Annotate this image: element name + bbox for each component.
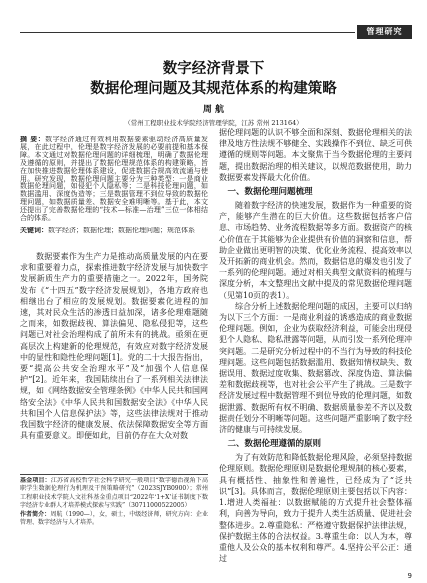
title-line-2: 数据伦理问题及其规范体系的构建策略 xyxy=(90,81,337,97)
author-affiliation: （常州工程职业技术学院经济管理学院，江苏 常州 213164） xyxy=(124,119,303,127)
body-paragraph: 随着数字经济的快速发展，数据作为一种重要的资产，能够产生潜在的巨大价值。这些数据包括客户信息、市场趋势、业务流程数据等多方面。数据资产的核心价值在于其能够为企业提供有价值的洞察和信息，帮助企业做出更明智的决策、优化业务流程、提高效率以及开拓新的商业机会。然而，数据信息的爆发也引发了一系列的伦理问题。通过对相关典型文献资料的梳理与深度分析，本文整理出文献中提及的常见数据伦理问题（见第10页的表1）。 xyxy=(219,201,412,300)
title-line-1: 数字经济背景下 xyxy=(162,61,265,77)
body-paragraph: 数据要素作为生产力是推动高质量发展的内在要求和重要着力点，探索推进数字经济发展与加快数字发展新质生产力的重要措施之一。2022年，国务院发布《“十四五”数字经济发展规划》，各地方政府也相继出台了相应的发展规划。数据要素化进程的加速，其对民众生活的渗透日益加深，诸多伦理难题随之而来，如数据歧视、算法偏见、隐私侵犯等，这些问题已对社会治理构成了前所未有的挑战。亟须在更高层次上构建新的伦理规范，有效应对数字经济发展中的显性和隐性伦理问题[1]。党的二十大报告指出，要“提高公共安全治理水平”及“加强个人信息保护”[2]。近年来，我国陆续出台了一系列相关法律法规，如《网络数据安全管理条例》《中华人民共和国网络安全法》《中华人民共和国数据安全法》《中华人民共和国个人信息保护法》等，这些法律法规对于推动我国数字经济的健康发展、依法保障数据安全等方面具有重要意义。即便如此，目前仍存在大众对数 xyxy=(20,252,208,441)
body-left-column xyxy=(20,251,208,469)
author-bio-note xyxy=(20,511,208,528)
abstract-label: 摘 要： xyxy=(20,136,46,143)
funding-text: 江苏省高校哲学社会科学研究一般项目“数字德治视角下高职学生数据伦理行为机理及干预策略研究”（2023SJYB0900）；常州工程职业技术学院人文社科基金重点项目“2022年‘1+X’证书制度下数字经济专业群人才培养模式探索与实践”（30711000522005） xyxy=(20,477,208,510)
funding-label: 基金项目： xyxy=(20,477,51,484)
footnote-block xyxy=(20,477,208,543)
footnote-rule xyxy=(20,474,208,475)
abstract-text: 数字经济通过有效利用数据要素驱动经济高质量发展，在此过程中，伦理是数字经济发展的必要前提和基本保障。本文通过对数据伦理问题的详细梳理，明确了数据伦理及遵循的原则，并提出了数据伦理规范体系的构建策略，旨在加快推进数据伦理体系建设，促进数据合规高效流通与使用。研究发现，数据伦理问题主要分为三种类型：一是商业数据伦理问题，如侵犯个人隐私等；二是科技伦理问题，如数据滥用、深度伪造等；三是数据管理不到位导致的数据伦理问题，如数据质量差、数据安全难明晰等。基于此，本文还提出了完善数据伦理的“技术—标准—治理”三位一体相结合的体系。 xyxy=(20,136,208,223)
section-heading: 二、数据伦理遵循的原则 xyxy=(227,439,322,450)
abstract-block xyxy=(20,136,208,225)
page-number: 9 xyxy=(407,572,412,580)
section-heading: 一、数据伦理问题梳理 xyxy=(227,187,313,198)
funding-note xyxy=(20,477,208,511)
body-paragraph: 据伦理问题的认识不够全面和深刻、数据伦理相关的法律及地方性法规不够健全、实践操作不到位、缺乏可供遵循的规则等问题。本文聚焦于当今数据伦理的主要问题，提出数据治理的相关建议，以规范数据使用，助力数据要素发挥最大化价值。 xyxy=(219,128,412,182)
keywords-block xyxy=(20,227,208,244)
body-paragraph: 综合分析上述数据伦理问题的成因，主要可以归纳为以下三个方面：一是商业利益的诱惑造成的商业数据伦理问题。例如，企业为获取经济利益，可能会出现侵犯个人隐私、隐私泄露等问题，从而引发一系列伦理冲突问题。二是研究分析过程中的不当行为导致的科技伦理问题。这些问题包括数据滥用、数据知情权缺失、数据误用、数据过度收集、数据篡改、深度伪造、算法偏差和数据歧视等，也对社会公平产生了挑战。三是数字经济发展过程中数据管理不到位导致的伦理问题，如数据泄露、数据所有权不明确、数据质量参差不齐以及数据责任划分不明晰等问题。这些问题严重影响了数字经济的健康与可持续发展。 xyxy=(219,301,412,435)
author-bio-text: 周航（1990—），女，硕士，中级经济师，研究方向：企业管理、数字经济与人才培养。 xyxy=(20,510,208,527)
body-paragraph: 为了有效防范和降低数据伦理风险，必须坚持数据伦理原则。数据伦理原则是数据伦理规制的核心要素，具有概括性、抽象性和普遍性，已经成为了“泛共识”[3]。具体而言，数据伦理原则主要包括以下内容：1.增进人类福祉：以数据赋能的方式提升社会整体福利，向善为导向，致力于提升人类生活质量、促进社会整体进步。2.尊重隐私：严格遵守数据保护法律法规，保护数据主体的合法权益。3.尊重生命：以人为本，尊重他人及公众的基本权利和尊严。4.坚持公平公正：通过 xyxy=(219,453,412,564)
section-tag: 管理研究 xyxy=(357,25,412,39)
keywords-label: 关键词： xyxy=(20,227,48,234)
body-right-column xyxy=(219,127,412,570)
author-name: 周 航 xyxy=(202,105,225,115)
header-rule xyxy=(20,32,355,33)
keywords-text: 数字经济；数据伦理；数据伦理问题；规范体系 xyxy=(48,227,195,234)
author-bio-label: 作者简介： xyxy=(20,510,51,518)
